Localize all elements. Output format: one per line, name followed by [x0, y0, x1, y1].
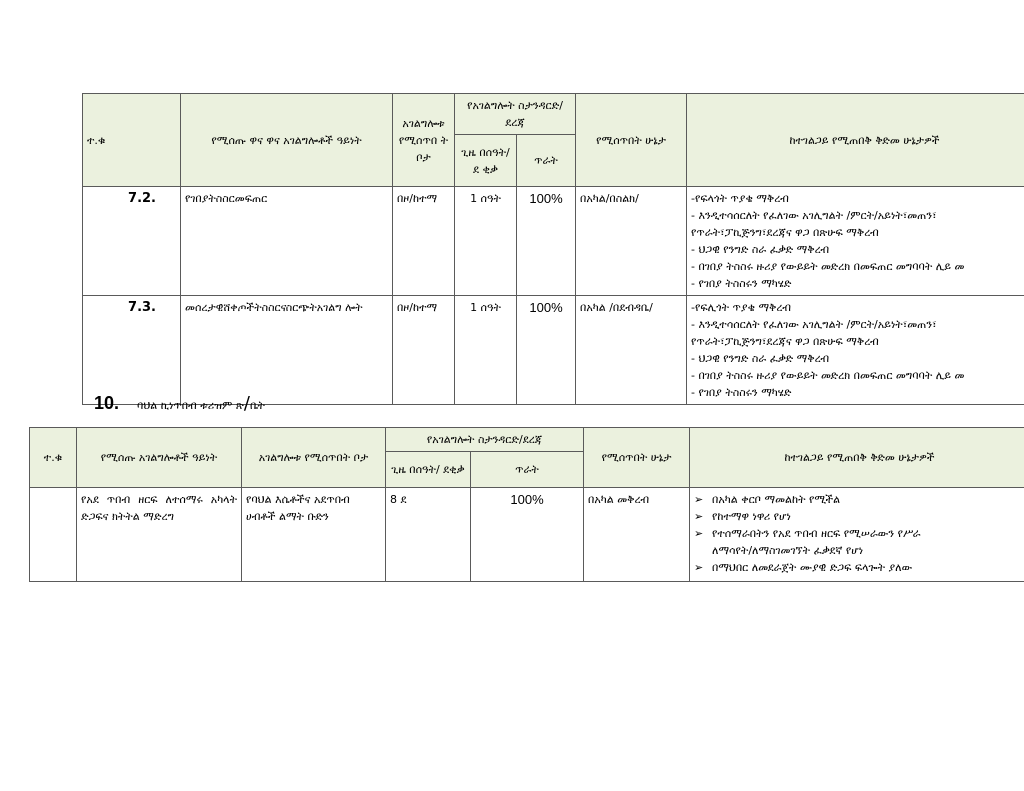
- prerequisite-item: - እንዲተሳሰርለት የፈለገው አገሊግልት /ምርት/አይነት፣መጠን፣: [691, 209, 937, 222]
- prerequisite-item: -የፍላጎት ጥያቄ ማቅረብ: [691, 192, 789, 205]
- prerequisite-item: [694, 508, 1024, 525]
- service-place: በዞ/ከተማ: [393, 187, 455, 296]
- row-number: 7.2.: [83, 187, 181, 296]
- prerequisite-item: [694, 559, 1024, 576]
- table-row: [83, 296, 1024, 405]
- prerequisite-item: [694, 542, 1024, 559]
- arrow-bullet-icon: ➢: [694, 561, 704, 574]
- prerequisites-list: [690, 488, 1024, 582]
- section-number: 10.: [94, 393, 120, 413]
- service-quality: 100%: [471, 488, 584, 582]
- header-mode: የሚሰጥበት ሁኔታ: [576, 94, 687, 187]
- header-service-type: የሚሰጡ ዋና ዋና አገልግሎቶች ዓይነት: [181, 94, 393, 187]
- header-time: ጊዜ በሰዓት/ደ ቂቃ: [455, 135, 517, 187]
- section-title-slash: /: [243, 393, 250, 414]
- header-service-type: የሚሰጡ አገልግሎቶች ዓይነት: [77, 428, 242, 488]
- arrow-bullet-icon: ➢: [694, 493, 704, 506]
- service-place: የባህል እሴቶችና አደጥበብ ሀብቶች ልማት ቡድን: [242, 488, 386, 582]
- prerequisite-text: ለማሳየት/ለማስገመገኘት ፈቃደኛ የሆነ: [712, 544, 864, 557]
- header-prerequisites: ከተገልጋይ የሚጠበቅ ቅድመ ሁኔታዎች: [690, 428, 1024, 488]
- service-quality: 100%: [517, 296, 576, 405]
- prerequisite-item: - በገበያ ትስስሩ ዙሪያ የውይይት መድረክ በመፍጠር መግባባት ሊይ መ: [691, 260, 965, 273]
- table-row: [83, 187, 1024, 296]
- prerequisite-item: [694, 491, 1024, 508]
- prerequisite-text: የከተማዋ ነዋሪ የሆነ: [712, 510, 791, 523]
- service-time: 1 ሰዓት: [455, 187, 517, 296]
- header-time: ጊዜ በሰዓት/ ደቂቃ: [386, 452, 471, 488]
- prerequisite-item: - የገበያ ትስስሩን ማካሄድ: [691, 277, 792, 290]
- prerequisite-item: [694, 525, 1024, 542]
- table-row: [30, 488, 1024, 582]
- service-standard-table-2: [29, 427, 1024, 582]
- service-place: በዞ/ከተማ: [393, 296, 455, 405]
- prerequisite-item: - የገበያ ትስስሩን ማካሄድ: [691, 386, 792, 399]
- header-mode: የሚሰጥበት ሁኔታ: [584, 428, 690, 488]
- prerequisites-list: [687, 187, 1024, 296]
- header-standard: የአገልግሎት ስታንዳርድ/ደረጃ: [455, 94, 576, 135]
- service-time: 1 ሰዓት: [455, 296, 517, 405]
- header-quality: ጥራት: [517, 135, 576, 187]
- prerequisite-item: የጥራት፣ፓኪጅንግ፣ደረጃና ዋጋ በጽሁፍ ማቅረብ: [691, 335, 879, 348]
- prerequisites-list: [687, 296, 1024, 405]
- service-name: መሰረታዊሸቀጦችትስስርናስርጭትአገልግ ሎት: [181, 296, 393, 405]
- arrow-bullet-icon: ➢: [694, 527, 704, 540]
- header-quality: ጥራት: [471, 452, 584, 488]
- prerequisite-item: - በገበያ ትስስሩ ዙሪያ የውይይት መድረክ በመፍጠር መግባባት ሊይ መ: [691, 369, 965, 382]
- section-heading: [94, 393, 265, 414]
- prerequisite-item: - ህጋዊ የንግድ ስራ ፈቃድ ማቅረብ: [691, 352, 830, 365]
- prerequisite-text: በአካል ቀርቦ ማመልከት የሚችል: [712, 493, 841, 506]
- row-number: 7.3.: [83, 296, 181, 405]
- header-place: አገልግሎቱ የሚሰጥበት ቦታ: [242, 428, 386, 488]
- service-name: የገበያትስስርመፍጠር: [181, 187, 393, 296]
- section-title-end: ቤት: [249, 399, 265, 412]
- service-mode: በአካል/በስልክ/: [576, 187, 687, 296]
- service-mode: በአካል /በደብዳቤ/: [576, 296, 687, 405]
- header-standard: የአገልግሎት ስታንዳርድ/ደረጃ: [386, 428, 584, 452]
- service-standard-table-1: [82, 93, 1024, 405]
- prerequisite-item: የጥራት፣ፓኪጅንግ፣ደረጃና ዋጋ በጽሁፍ ማቅረብ: [691, 226, 879, 239]
- prerequisite-item: -የፍሊጎት ጥያቄ ማቅረብ: [691, 301, 791, 314]
- prerequisite-item: - ህጋዊ የንግድ ስራ ፈቃድ ማቅረብ: [691, 243, 830, 256]
- header-no: ተ.ቁ: [83, 94, 181, 187]
- prerequisite-text: በማህበር ለመደራጀት ሙያዊ ድጋፍ ፍላጐት ያለው: [712, 561, 913, 574]
- service-quality: 100%: [517, 187, 576, 296]
- section-title: ባህል ኪነጥበብ ቱሪዝም ጽ: [137, 399, 244, 412]
- prerequisite-item: - እንዲተሳሰርለት የፈለገው አገሊግልት /ምርት/አይነት፣መጠን፣: [691, 318, 937, 331]
- service-mode: በአካል መቅረብ: [584, 488, 690, 582]
- header-place: አገልግሎቱ የሚሰጥበ ት ቦታ: [393, 94, 455, 187]
- row-number: [30, 488, 77, 582]
- arrow-bullet-icon: ➢: [694, 510, 704, 523]
- header-prerequisites: ከተገልጋይ የሚጠበቅ ቅድመ ሁኔታዎች: [687, 94, 1024, 187]
- prerequisite-text: የተሰማራበትን የአደ ጥበብ ዘርፍ የሚሠራውን የሥራ: [712, 527, 921, 540]
- service-time: 8 ደ: [386, 488, 471, 582]
- header-no: ተ.ቁ: [30, 428, 77, 488]
- service-name: የአደ ጥበብ ዘርፍ ለተሰማሩ አካላት ድጋፍና ክትትል ማድረግ: [77, 488, 242, 582]
